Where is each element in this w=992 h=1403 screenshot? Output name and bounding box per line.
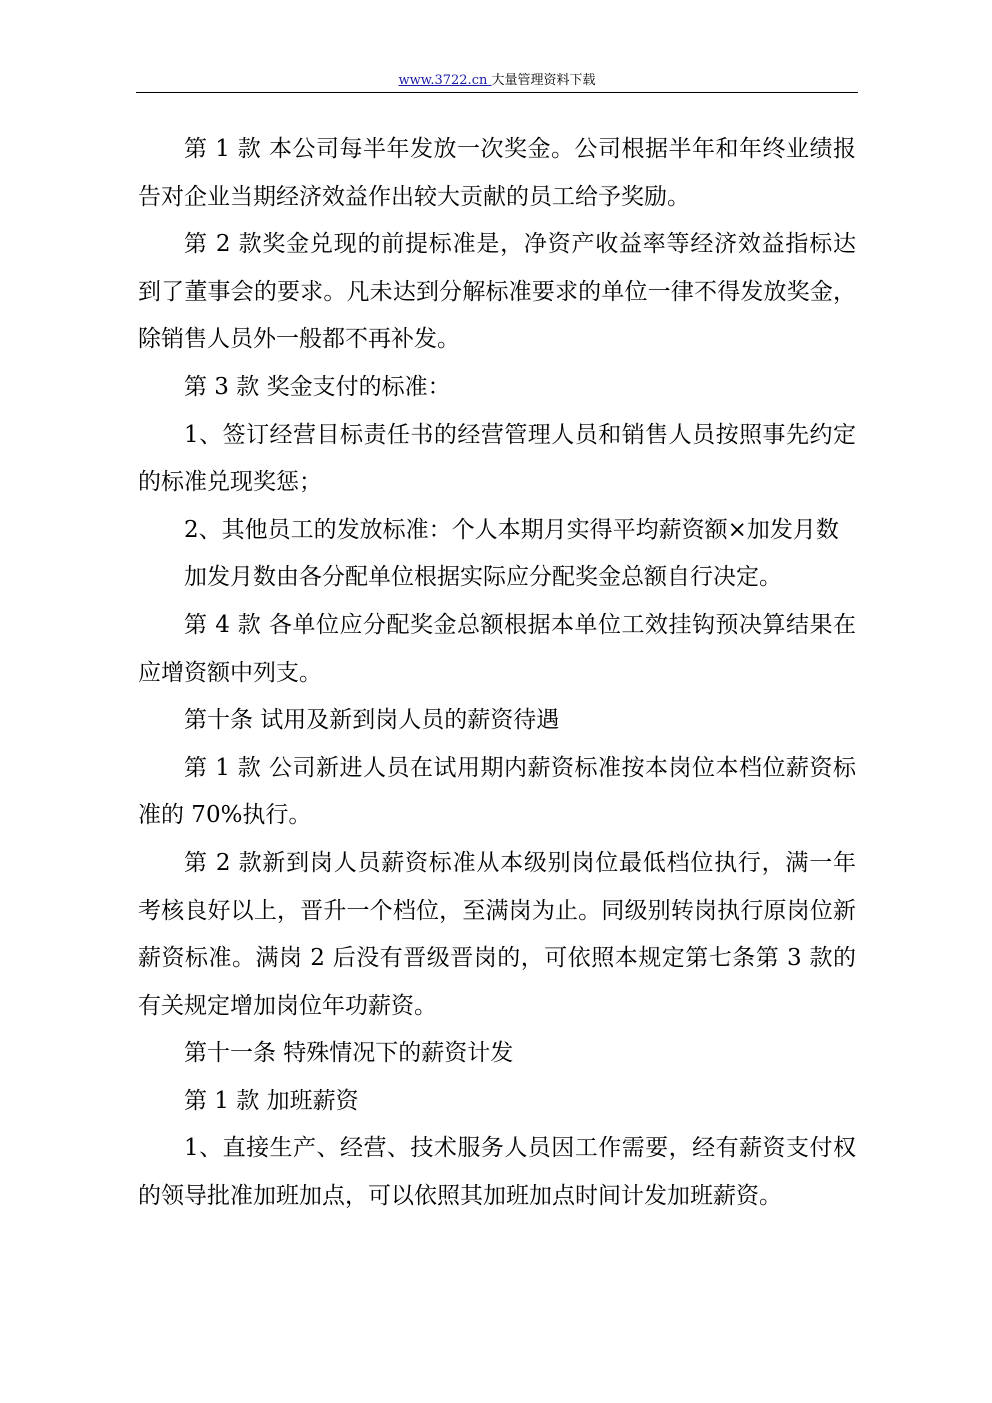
- paragraph: 第 3 款 奖金支付的标准：: [184, 373, 451, 400]
- paragraph: 第 2 款新到岗人员薪资标准从本级别岗位最低档位执行，满一年考核良好以上，晋升一个档位，至满岗为止。同级别转岗执行原岗位新薪资标准。满岗 2 后没有晋级晋岗的，可依照本规定第七条第 3 款的有关规定增加岗位年功薪资。: [138, 849, 856, 1019]
- header-link[interactable]: www.3722.cn: [398, 73, 492, 88]
- header-divider: [136, 92, 858, 93]
- paragraph: 1、签订经营目标责任书的经营管理人员和销售人员按照事先约定的标准兑现奖惩；: [138, 421, 856, 496]
- header-text: 大量管理资料下载: [491, 73, 596, 88]
- paragraph: 第 2 款奖金兑现的前提标准是，净资产收益率等经济效益指标达到了董事会的要求。凡未达到分解标准要求的单位一律不得发放奖金，除销售人员外一般都不再补发。: [138, 231, 856, 353]
- paragraph: 2、其他员工的发放标准：个人本期月实得平均薪资额×加发月数: [184, 516, 839, 543]
- paragraph: 第 1 款 本公司每半年发放一次奖金。公司根据半年和年终业绩报告对企业当期经济效益作出较大贡献的员工给予奖励。: [138, 136, 856, 210]
- paragraph: 第十条 试用及新到岗人员的薪资待遇: [184, 707, 560, 734]
- page-header: [136, 72, 858, 90]
- paragraph: 1、直接生产、经营、技术服务人员因工作需要，经有薪资支付权的领导批准加班加点，可以依照其加班加点时间计发加班薪资。: [138, 1135, 856, 1210]
- paragraph: 第 4 款 各单位应分配奖金总额根据本单位工效挂钩预决算结果在应增资额中列支。: [138, 611, 856, 686]
- paragraph: 加发月数由各分配单位根据实际应分配奖金总额自行决定。: [184, 564, 782, 591]
- paragraph: 第 1 款 公司新进人员在试用期内薪资标准按本岗位本档位薪资标准的 70%执行。: [138, 754, 856, 829]
- paragraph: 第 1 款 加班薪资: [184, 1087, 359, 1114]
- document-body: [138, 126, 856, 1221]
- paragraph: 第十一条 特殊情况下的薪资计发: [184, 1040, 514, 1067]
